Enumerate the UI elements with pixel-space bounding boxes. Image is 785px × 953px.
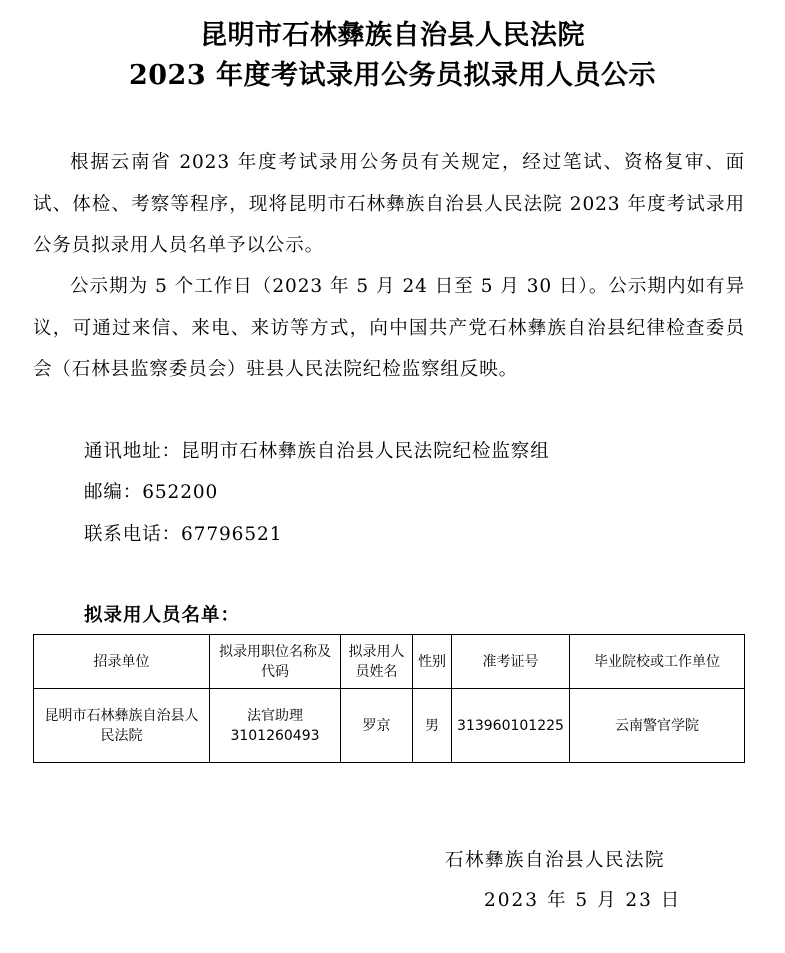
announcement-paragraph-1: 根据云南省 2023 年度考试录用公务员有关规定，经过笔试、资格复审、面试、体检、考察等程序，现将昆明市石林彝族自治县人民法院 2023 年度考试录用公务员拟录用人员名单予以公示。 xyxy=(33,152,745,256)
cell-gender: 男 xyxy=(413,689,452,763)
announcement-paragraph-2: 公示期为 5 个工作日（2023 年 5 月 24 日至 5 月 30 日）。公示期内如有异议，可通过来信、来电、来访等方式，向中国共产党石林彝族自治县纪律检查委员会（石林县监察委员会）驻县人民法院纪检监察组反映。 xyxy=(33,276,745,380)
table-header-row xyxy=(34,635,745,689)
cell-exam-id: 313960101225 xyxy=(452,689,570,763)
header-exam-id: 准考证号 xyxy=(452,635,570,689)
table-row xyxy=(34,689,745,763)
signature-organization: 石林彝族自治县人民法院 xyxy=(445,850,666,871)
cell-position-code: 3101260493 xyxy=(230,727,320,744)
signature-date: 2023 年 5 月 23 日 xyxy=(484,890,682,911)
header-position: 拟录用职位名称及代码 xyxy=(210,635,341,689)
contact-phone: 联系电话：67796521 xyxy=(84,524,283,545)
header-name: 拟录用人员姓名 xyxy=(341,635,413,689)
cell-school: 云南警官学院 xyxy=(570,689,745,763)
header-school: 毕业院校或工作单位 xyxy=(570,635,745,689)
cell-position-name: 法官助理 xyxy=(247,707,303,724)
candidate-table xyxy=(33,634,745,763)
contact-postcode: 邮编：652200 xyxy=(84,482,219,503)
header-unit: 招录单位 xyxy=(34,635,210,689)
candidate-list-heading: 拟录用人员名单： xyxy=(84,605,241,626)
cell-position xyxy=(210,689,341,763)
cell-name: 罗京 xyxy=(341,689,413,763)
cell-unit: 昆明市石林彝族自治县人民法院 xyxy=(34,689,210,763)
document-title-line1: 昆明市石林彝族自治县人民法院 xyxy=(200,20,585,51)
document-title-line2: 2023 年度考试录用公务员拟录用人员公示 xyxy=(128,60,657,91)
contact-address: 通讯地址：昆明市石林彝族自治县人民法院纪检监察组 xyxy=(84,441,550,462)
header-gender: 性别 xyxy=(413,635,452,689)
